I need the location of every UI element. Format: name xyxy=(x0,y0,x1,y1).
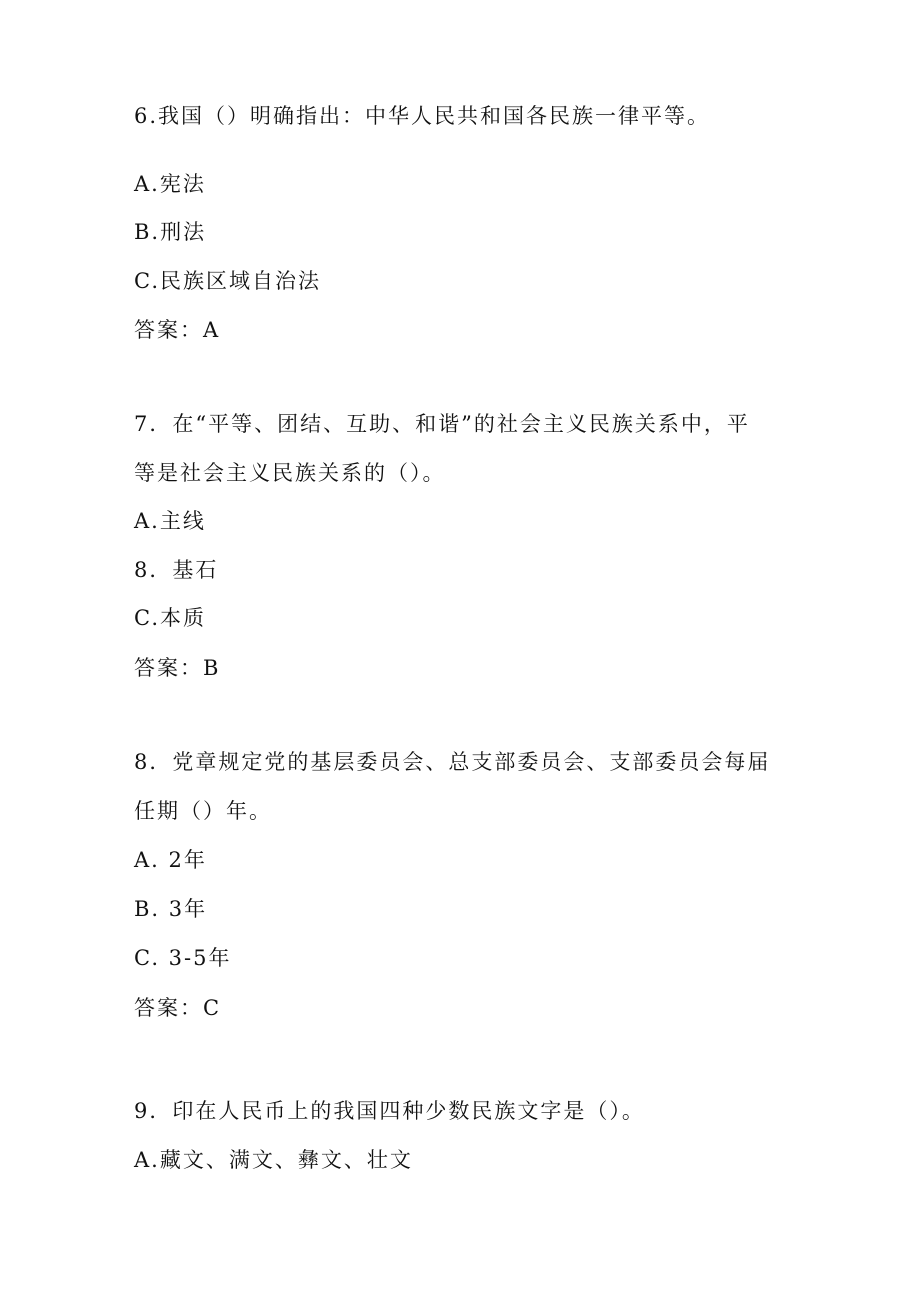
option-b: 8．基石 xyxy=(134,558,219,582)
option-a: A.宪法 xyxy=(134,172,206,196)
option-c: C.民族区域自治法 xyxy=(134,269,321,293)
question-text-continued: 任期（）年。 xyxy=(134,799,272,823)
question-text: 9．印在人民币上的我国四种少数民族文字是（）。 xyxy=(134,1099,645,1123)
question-text-continued: 等是社会主义民族关系的（）。 xyxy=(134,461,446,485)
option-a: A.主线 xyxy=(134,509,206,533)
option-c: C.本质 xyxy=(134,606,206,630)
option-a: A. 2年 xyxy=(134,848,207,872)
question-text: 8．党章规定党的基层委员会、总支部委员会、支部委员会每届 xyxy=(134,750,771,774)
option-b: B. 3年 xyxy=(134,897,208,921)
question-text: 7．在“平等、团结、互助、和谐”的社会主义民族关系中，平 xyxy=(134,412,750,436)
option-b: B.刑法 xyxy=(134,220,207,244)
option-a: A.藏文、满文、彝文、壮文 xyxy=(134,1148,413,1172)
answer: 答案：B xyxy=(134,656,221,680)
answer: 答案：C xyxy=(134,996,222,1020)
option-c: C. 3-5年 xyxy=(134,946,232,970)
answer: 答案：A xyxy=(134,318,221,342)
question-text: 6.我国（）明确指出：中华人民共和国各民族一律平等。 xyxy=(134,104,711,128)
